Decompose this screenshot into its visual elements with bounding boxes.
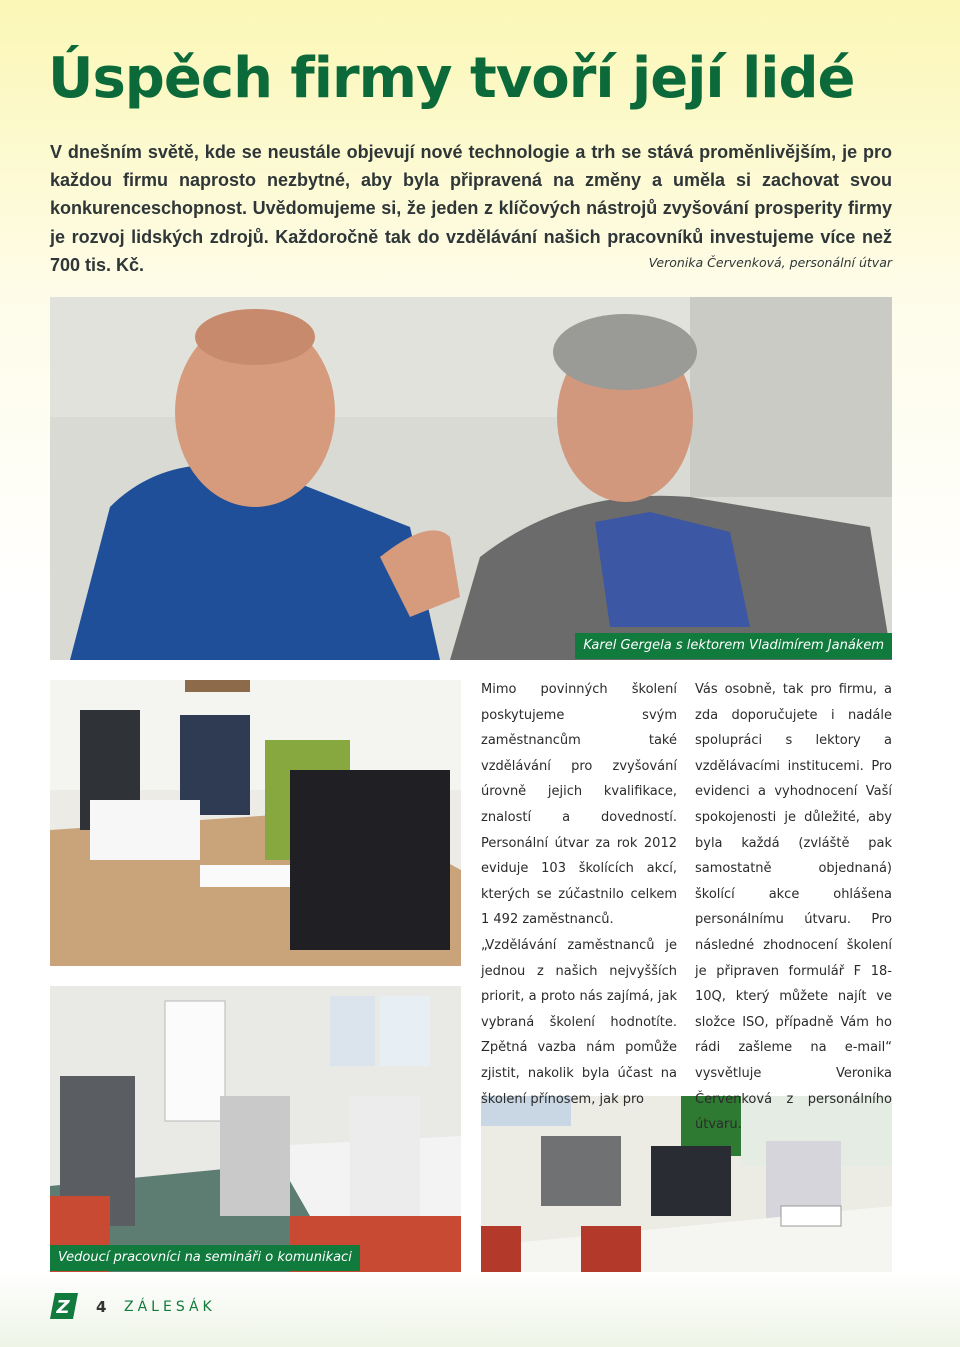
main-photo-caption: Karel Gergela s lektorem Vladimírem Janákem bbox=[575, 633, 892, 659]
body-paragraph: Mimo povinných školení poskytujeme svým zaměstnancům také vzdělávání pro zvyšování úrovně jejich kvalifikace, znalostí a dovedností. Personální útvar za rok 2012 eviduje 103 školících akcí, kterých se zúčastnilo celkem 1 492 zaměstnanců. bbox=[481, 682, 677, 928]
body-paragraph-quote: „Vzdělávání zaměstnanců je jednou z našich nejvyšších priorit, a proto nás zajímá, jak vybraná školení hodnotíte. Zpětná vazba nám pomůže zjistit, nakolik byla účast na školení přínosem, jak pro bbox=[481, 937, 677, 1107]
body-column-2 bbox=[695, 677, 892, 1138]
article-author: Veronika Červenková, personální útvar bbox=[648, 255, 892, 270]
main-photo-handshake bbox=[50, 297, 892, 660]
seminar-photo bbox=[50, 986, 461, 1272]
logo-letter: Z bbox=[56, 1297, 70, 1318]
training-room-photo bbox=[50, 680, 461, 966]
magazine-name: ZÁLESÁK bbox=[124, 1299, 216, 1315]
zalesak-logo-icon bbox=[50, 1293, 78, 1319]
body-column-1 bbox=[481, 677, 677, 1112]
page-number: 4 bbox=[96, 1298, 107, 1316]
seminar-photo-caption: Vedoucí pracovníci na semináři o komunikaci bbox=[50, 1245, 360, 1271]
article-title: Úspěch firmy tvoří její lidé bbox=[48, 46, 855, 111]
article-lead: V dnešním světě, kde se neustále objevují nové technologie a trh se stává proměnlivějším, je pro každou firmu naprosto nezbytné, aby byla připravená na změny a uměla si zachovat svou konkurenceschopnost. Uvědomujeme si, že jeden z klíčových nástrojů zvyšování prosperity firmy je rozvoj lidských zdrojů. Každoročně tak do vzdělávání našich pracovníků investujeme více než 700 tis. Kč. bbox=[50, 142, 892, 275]
body-paragraph: Vás osobně, tak pro firmu, a zda doporučujete i nadále spolupráci s lektory a vzdělávacími institucemi. Pro evidenci a vyhodnocení Vaší spokojenosti je důležité, aby byla každá (zvláště pak samostatně objednaná) školící akce ohlášena personálnímu útvaru. Pro následné zhodnocení školení je připraven formulář F 18-10Q, který můžete najít ve složce ISO, případně Vám ho rádi zašleme na e-mail“ vysvětluje Veronika Červenková z personálního útvaru. bbox=[695, 682, 892, 1133]
